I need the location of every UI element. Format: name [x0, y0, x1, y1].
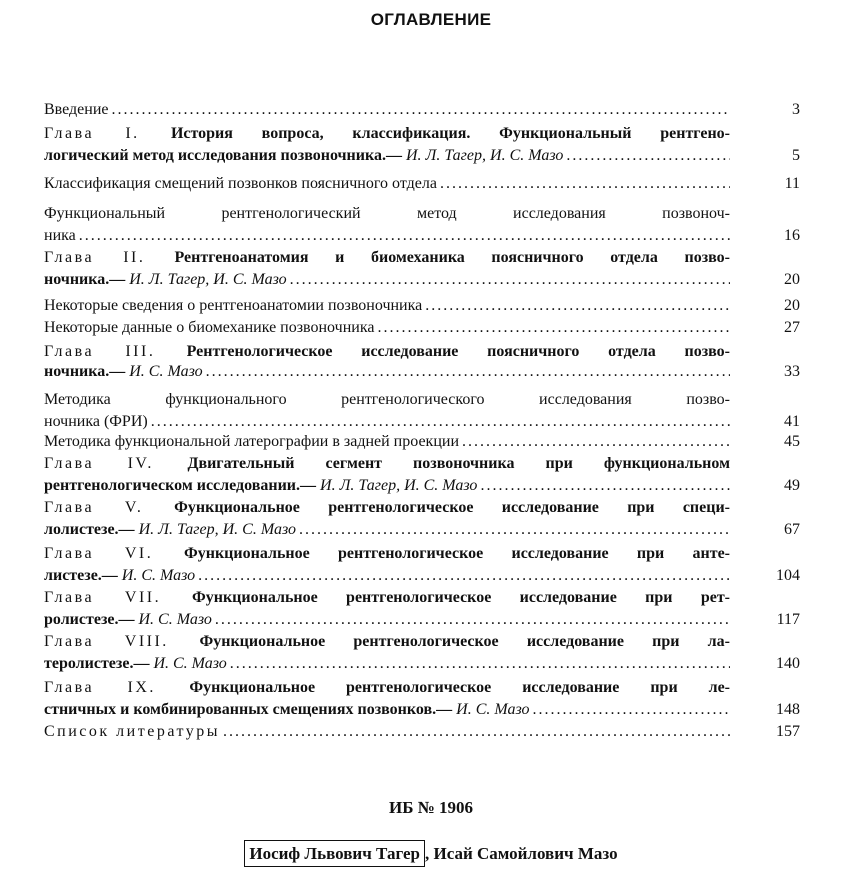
toc-page-number: 49: [784, 477, 800, 494]
toc-page-number: 16: [784, 227, 800, 244]
toc-page-number: 33: [784, 363, 800, 380]
toc-line-text: [44, 270, 287, 290]
toc-title: Функциональный рентгенологический метод исследования позвоноч-: [44, 205, 730, 222]
toc-line-text: [44, 318, 374, 338]
toc-line: [44, 722, 730, 742]
toc-line: [44, 588, 730, 608]
toc-page-number: 148: [776, 701, 800, 718]
toc-line-text: [44, 589, 730, 606]
toc-title: стничных и комбинированных смещениях позвонков.—: [44, 701, 457, 718]
toc-title: История вопроса, классификация. Функциональный рентгено-: [170, 125, 730, 142]
toc-line-text: [44, 520, 296, 540]
dot-leader: [287, 270, 730, 290]
toc-line-text: [44, 610, 212, 630]
toc-title: Двигательный сегмент позвоночника при функциональном: [187, 455, 730, 472]
toc-line-text: [44, 362, 203, 382]
toc-line-text: [44, 566, 195, 586]
dot-leader: [203, 362, 730, 382]
dot-leader: [374, 318, 730, 338]
dot-leader: [220, 722, 730, 742]
toc-line-text: [44, 654, 227, 674]
toc-line-text: [44, 249, 730, 266]
toc-page-number: 20: [784, 271, 800, 288]
toc-line: [44, 248, 730, 268]
dot-leader: [109, 100, 731, 120]
toc-chapter-label: Глава IV.: [44, 455, 188, 472]
toc-line-text: [44, 700, 530, 720]
toc-page-number: 67: [784, 521, 800, 538]
toc-title: Функциональное рентгенологическое исследование при рет-: [191, 589, 730, 606]
dot-leader: [563, 146, 730, 166]
toc-title: листезе.—: [44, 567, 122, 584]
toc-line-text: [44, 679, 730, 696]
toc-chapter-label: Глава V.: [44, 499, 175, 516]
author-rest: , Исай Самойлович Мазо: [424, 844, 618, 863]
toc-line-text: [44, 125, 730, 142]
toc-title: ника: [44, 227, 76, 244]
toc-line: [44, 432, 730, 452]
toc-line: [44, 146, 730, 166]
toc-line: [44, 204, 730, 224]
page-title: ОГЛАВЛЕНИЕ: [370, 10, 492, 29]
toc-line: [44, 318, 730, 338]
toc-page-number: 27: [784, 319, 800, 336]
toc-page-number: 157: [776, 723, 800, 740]
toc-title: ночника (ФРИ): [44, 413, 148, 430]
dot-leader: [212, 610, 730, 630]
toc-line: [44, 544, 730, 564]
toc-authors: И. С. Мазо: [153, 655, 227, 672]
toc-line-text: [44, 633, 730, 650]
dot-leader: [477, 476, 730, 496]
toc-title: лолистезе.—: [44, 521, 139, 538]
toc-line-text: [44, 391, 730, 408]
toc-authors: И. С. Мазо: [121, 567, 196, 584]
toc-line-text: [44, 499, 730, 516]
toc-line: [44, 174, 730, 194]
toc-line-text: [44, 343, 730, 360]
toc-authors: И. Л. Тагер, И. С. Мазо: [129, 271, 287, 288]
toc-title: Рентгенологическое исследование поясничного отдела позво-: [186, 343, 730, 360]
dot-leader: [422, 296, 730, 316]
toc-line: [44, 124, 730, 144]
toc-line-text: [44, 296, 422, 316]
toc-title: теролистезе.—: [44, 655, 154, 672]
toc-line: [44, 362, 730, 382]
toc-page-number: 3: [792, 101, 800, 118]
toc-page-number: 11: [784, 175, 800, 192]
dot-leader: [76, 226, 730, 246]
toc-title: Рентгеноанатомия и биомеханика поясничного отдела позво-: [174, 249, 730, 266]
toc-page-number: 5: [792, 147, 800, 164]
toc-page-number: 117: [776, 611, 800, 628]
toc-title: ночника.—: [44, 271, 130, 288]
toc-line-text: [44, 174, 437, 194]
toc-line: [44, 454, 730, 474]
toc-line: [44, 390, 730, 410]
toc-page-number: 20: [784, 297, 800, 314]
toc-authors: И. Л. Тагер, И. С. Мазо: [405, 147, 564, 164]
toc-line-text: [44, 455, 730, 472]
toc-line: [44, 520, 730, 540]
dot-leader: [227, 654, 730, 674]
dot-leader: [195, 566, 730, 586]
toc-line: [44, 476, 730, 496]
toc-chapter-label: Список литературы: [44, 723, 221, 740]
toc-line: [44, 700, 730, 720]
toc-page-number: 45: [784, 433, 800, 450]
toc-line: [44, 342, 730, 362]
toc-line: [44, 632, 730, 652]
toc-authors: И. Л. Тагер, И. С. Мазо: [320, 477, 478, 494]
toc-title: Методика функциональной латерографии в задней проекции: [44, 433, 459, 450]
toc-chapter-label: Глава VIII.: [44, 633, 200, 650]
authors-line: [0, 844, 862, 864]
toc-line: [44, 498, 730, 518]
toc-chapter-label: Глава I.: [44, 125, 171, 142]
toc-title: ролистезе.—: [44, 611, 139, 628]
toc-line-text: [44, 432, 459, 452]
toc-title: Функциональное рентгенологическое исследование при специ-: [174, 499, 730, 516]
dot-leader: [148, 412, 730, 432]
toc-page-number: 41: [784, 413, 800, 430]
toc-title: Функциональное рентгенологическое исследование при ла-: [199, 633, 730, 650]
toc-title: Функциональное рентгенологическое исследование при ле-: [189, 679, 730, 696]
toc-title: Некоторые данные о биомеханике позвоночника: [44, 319, 375, 336]
toc-title: Некоторые сведения о рентгеноанатомии позвоночника: [44, 297, 423, 314]
toc-authors: И. С. Мазо: [138, 611, 212, 628]
dot-leader: [437, 174, 730, 194]
toc-chapter-label: Глава VII.: [44, 589, 192, 606]
dot-leader: [459, 432, 730, 452]
toc-authors: И. Л. Тагер, И. С. Мазо: [138, 521, 296, 538]
toc-title: рентгенологическом исследовании.—: [44, 477, 321, 494]
author-boxed: Иосиф Львович Тагер: [244, 840, 425, 867]
toc-line-text: [44, 476, 477, 496]
toc-line: [44, 678, 730, 698]
toc-line-text: [44, 146, 563, 166]
toc-title: Методика функционального рентгенологического исследования позво-: [44, 391, 730, 408]
toc-line: [44, 100, 730, 120]
toc-page-number: 104: [776, 567, 800, 584]
publisher-number: ИБ № 1906: [388, 798, 474, 817]
toc-line: [44, 270, 730, 290]
toc-title: Введение: [44, 101, 109, 118]
toc-line: [44, 610, 730, 630]
toc-title: Классификация смещений позвонков поясничного отдела: [44, 175, 437, 192]
toc-line: [44, 566, 730, 586]
toc-authors: И. С. Мазо: [456, 701, 530, 718]
toc-chapter-label: Глава VI.: [44, 545, 184, 562]
toc-line-text: [44, 100, 109, 120]
toc-page-number: 140: [776, 655, 800, 672]
toc-chapter-label: Глава III.: [44, 343, 187, 360]
toc-line-text: [44, 545, 730, 562]
toc-line: [44, 296, 730, 316]
dot-leader: [530, 700, 731, 720]
toc-chapter-label: Глава II.: [44, 249, 175, 266]
toc-line-text: [44, 412, 148, 432]
toc-authors: И. С. Мазо: [129, 363, 203, 380]
toc-title: ночника.—: [44, 363, 130, 380]
toc-line-text: [44, 205, 730, 222]
toc-chapter-label: Глава IX.: [44, 679, 190, 696]
toc-line: [44, 226, 730, 246]
toc-line: [44, 412, 730, 432]
toc-line: [44, 654, 730, 674]
toc-line-text: [44, 226, 76, 246]
toc-title: логический метод исследования позвоночника.—: [44, 147, 406, 164]
toc-line-text: [44, 722, 220, 742]
toc-title: Функциональное рентгенологическое исследование при анте-: [183, 545, 730, 562]
dot-leader: [296, 520, 730, 540]
